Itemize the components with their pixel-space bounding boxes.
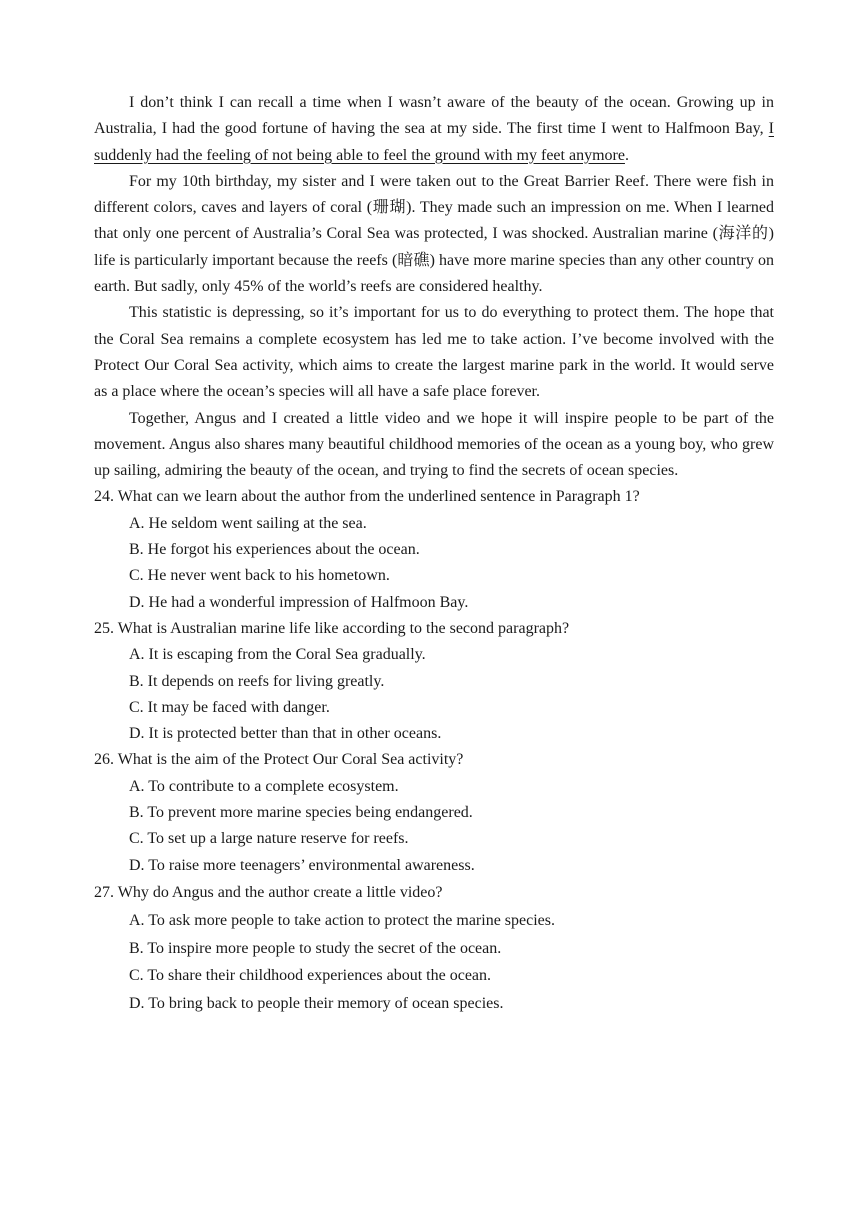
question-24-options (94, 511, 774, 616)
question-25-option-b[interactable]: B. It depends on reefs for living greatly. (129, 672, 385, 690)
question-27-option-b[interactable]: B. To inspire more people to study the secret of the ocean. (129, 939, 502, 957)
question-25-stem: 25. What is Australian marine life like according to the second paragraph? (94, 619, 570, 637)
question-25-option-c[interactable]: C. It may be faced with danger. (129, 698, 330, 716)
question-24-option-b[interactable]: B. He forgot his experiences about the ocean. (129, 541, 420, 559)
paragraph-3: This statistic is depressing, so it’s important for us to do everything to protect them. The hope that the Coral Sea remains a complete ecosystem has led me to take action. I’ve become involved with the Protect Our Coral Sea activity, which aims to create the largest marine park in the world. It would serve as a place where the ocean’s species will all have a safe place forever. (94, 304, 774, 401)
paragraph-2: For my 10th birthday, my sister and I were taken out to the Great Barrier Reef. There were fish in different colors, caves and layers of coral (珊瑚). They made such an impression on me. When I learned that only one percent of Australia’s Coral Sea was protected, I was shocked. Australian marine (海洋的) life is particularly important because the reefs (暗礁) have more marine species than any other country on earth. But sadly, only 45% of the world’s reefs are considered healthy. (94, 172, 774, 296)
question-24-stem: 24. What can we learn about the author from the underlined sentence in Paragraph 1? (94, 488, 640, 506)
question-26-option-d[interactable]: D. To raise more teenagers’ environmental awareness. (129, 856, 475, 874)
question-27-stem: 27. Why do Angus and the author create a little video? (94, 883, 443, 901)
paragraph-1-text: I don’t think I can recall a time when I wasn’t aware of the beauty of the ocean. Growing up in Australia, I had the good fortune of having the sea at my side. The first time I went to Halfmoon Bay, (94, 94, 774, 138)
question-26-option-c[interactable]: C. To set up a large nature reserve for reefs. (129, 830, 409, 848)
question-26-stem: 26. What is the aim of the Protect Our Coral Sea activity? (94, 751, 464, 769)
question-26-option-b[interactable]: B. To prevent more marine species being endangered. (129, 804, 473, 822)
question-27 (94, 879, 774, 1018)
question-27-option-d[interactable]: D. To bring back to people their memory of ocean species. (129, 995, 504, 1013)
paragraph-1-end: . (624, 146, 629, 164)
question-25 (94, 616, 774, 747)
paragraph-4: Together, Angus and I created a little video and we hope it will inspire people to be part of the movement. Angus also shares many beautiful childhood memories of the ocean as a young boy, who grew up sailing, admiring the beauty of the ocean, and trying to find the secrets of ocean species. (94, 409, 774, 480)
reading-passage (94, 90, 774, 1018)
underlined-sentence: I suddenly had the feeling of not being able to feel the ground with my feet anymore (94, 120, 774, 164)
question-25-option-d[interactable]: D. It is protected better than that in other oceans. (129, 725, 442, 743)
question-27-options (94, 907, 774, 1018)
question-27-option-a[interactable]: A. To ask more people to take action to protect the marine species. (129, 911, 555, 929)
question-24-option-a[interactable]: A. He seldom went sailing at the sea. (129, 514, 367, 532)
question-25-options (94, 642, 774, 747)
question-24-option-d[interactable]: D. He had a wonderful impression of Halfmoon Bay. (129, 593, 469, 611)
question-26-options (94, 774, 774, 879)
question-24 (94, 484, 774, 615)
question-24-option-c[interactable]: C. He never went back to his hometown. (129, 567, 390, 585)
question-27-option-c[interactable]: C. To share their childhood experiences about the ocean. (129, 967, 492, 985)
paragraph-1 (94, 90, 774, 169)
question-25-option-a[interactable]: A. It is escaping from the Coral Sea gradually. (129, 646, 426, 664)
question-26-option-a[interactable]: A. To contribute to a complete ecosystem. (129, 777, 399, 795)
question-26 (94, 747, 774, 878)
